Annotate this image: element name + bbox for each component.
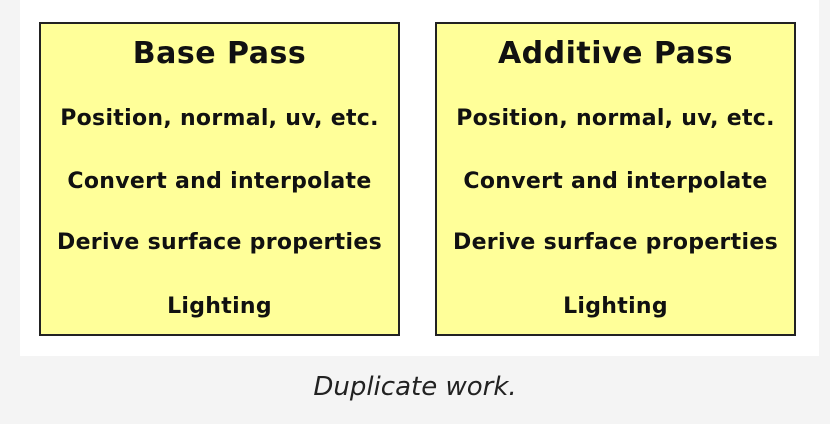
additive-pass-step-position: Position, normal, uv, etc. [456,106,775,131]
base-pass-step-position: Position, normal, uv, etc. [60,106,379,131]
additive-pass-step-lighting: Lighting [563,294,668,319]
base-pass-title: Base Pass [132,36,307,71]
figure-caption: Duplicate work. [313,372,517,402]
additive-pass-box [435,22,796,336]
base-pass-step-surface: Derive surface properties [57,230,382,255]
additive-pass-step-convert: Convert and interpolate [463,169,768,194]
base-pass-box [39,22,400,336]
base-pass-step-convert: Convert and interpolate [67,169,372,194]
additive-pass-step-surface: Derive surface properties [453,230,778,255]
base-pass-step-lighting: Lighting [167,294,272,319]
additive-pass-title: Additive Pass [497,36,734,71]
